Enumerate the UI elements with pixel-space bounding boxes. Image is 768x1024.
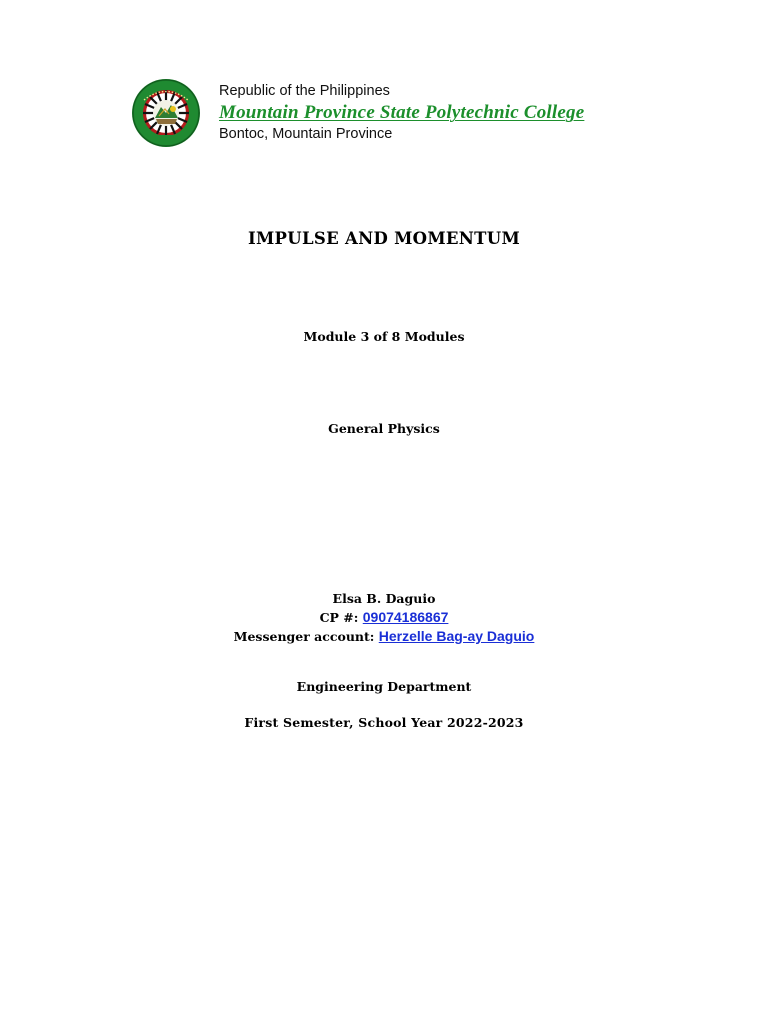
author-name: Elsa B. Daguio (332, 591, 436, 606)
document-title: IMPULSE AND MOMENTUM (247, 229, 521, 248)
republic-line: Republic of the Philippines (219, 83, 390, 99)
contact-number-line (0, 608, 768, 627)
college-name: Mountain Province State Polytechnic College (219, 102, 585, 123)
messenger-account-link[interactable]: Herzelle Bag-ay Daguio (378, 628, 535, 644)
subject-label: General Physics (328, 421, 440, 436)
semester-label: First Semester, School Year 2022-2023 (244, 715, 524, 730)
author-block (0, 590, 768, 646)
letterhead (131, 78, 584, 148)
college-location: Bontoc, Mountain Province (219, 126, 393, 142)
college-seal-icon (131, 78, 201, 148)
letterhead-text (219, 82, 584, 144)
messenger-line (0, 627, 768, 646)
messenger-label: Messenger account: (233, 629, 375, 644)
cp-number-link[interactable]: 09074186867 (362, 609, 449, 625)
module-label: Module 3 of 8 Modules (303, 329, 465, 344)
department-label: Engineering Department (296, 679, 472, 694)
cp-label: CP #: (319, 610, 359, 625)
